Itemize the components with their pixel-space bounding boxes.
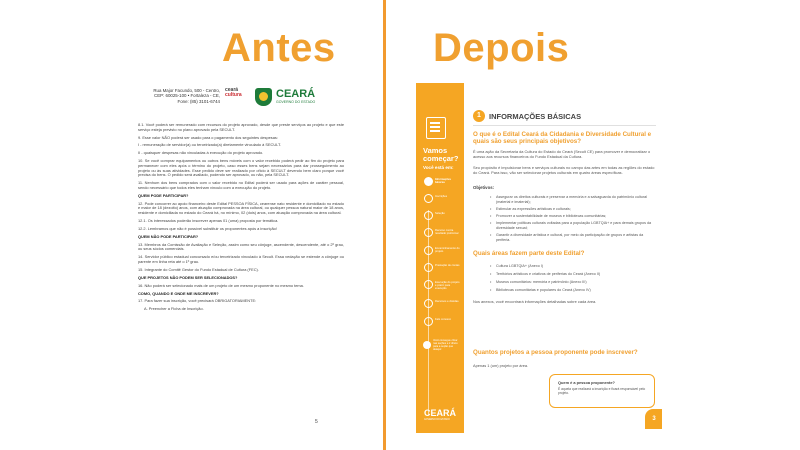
paragraph: Apenas 1 (um) projeto por área. [473, 363, 529, 368]
paragraph: 16. Não poderá ser selecionado mais de um projeto de um mesmo proponente no mesmo tema. [138, 282, 304, 288]
after-heading: Depois [433, 26, 570, 70]
navigation-sidebar [416, 83, 464, 433]
sidebar-item-label: Execução do projeto e prazo para execução [435, 280, 460, 290]
area-item: • Museus comunitários: memória e patrimônio (Anexo III) [496, 280, 654, 285]
step-dot-icon [424, 246, 433, 255]
sidebar-item-encaminhamento[interactable] [424, 246, 462, 256]
section-number-badge: 1 [473, 110, 485, 122]
paragraph: 8.1. Você poderá ser remunerado com recursos do projeto aprovado, desde que preste serviços ao projeto e que este serviço esteja previsto no plano aprovado pela SECULT. [138, 122, 344, 132]
ceara-logo: CEARÁ [424, 408, 457, 418]
sidebar-item-label: Informações básicas [435, 177, 451, 184]
sidebar-timeline [428, 210, 429, 415]
before-document-page [130, 85, 350, 430]
document-icon [426, 117, 446, 139]
paragraph: A. Preencher a Ficha de Inscrição. [144, 306, 204, 312]
objective-item: • Garantir a diversidade artística e cultural, por meio da participação de grupos e artistas da periferia. [496, 233, 654, 242]
objective-item: • Estimular as expressões artísticas e culturais; [496, 207, 654, 212]
step-dot-icon [424, 194, 433, 203]
sidebar-item-label: Recurso contra resultado preliminar [435, 228, 459, 235]
objective-item: • Promover a sustentabilidade de museus e bibliotecas comunitárias; [496, 214, 654, 219]
area-item: • Bibliotecas comunitárias e populares do Ceará (Anexo IV) [496, 288, 654, 293]
section-title: INFORMAÇÕES BÁSICAS [489, 112, 582, 121]
address-block [130, 88, 220, 104]
sidebar-item-label: Inscrições [435, 194, 448, 198]
objectives-title: Objetivos: [473, 185, 495, 190]
address-line: CEP: 60025-100 • Fortaleza - CE, [154, 93, 220, 99]
before-heading: Antes [222, 26, 336, 70]
objective-item: • Assegurar os direitos culturais e preservar a memória e a salvaguarda do patrimônio cultural (material e imaterial); [496, 195, 654, 204]
step-dot-icon [424, 317, 433, 326]
paragraph: 15. Integrante do Comitê Gestor do Fundo Estadual de Cultura (FEC). [138, 266, 259, 272]
paragraph: 13. Membros da Comissão de Avaliação e Seleção, assim como seu cônjuge, ascendente, descendente, até o 2º grau, ou seus sócios comerciais. [138, 241, 344, 252]
hand-pointer-icon [423, 341, 431, 349]
sidebar-item-label: Seleção [435, 211, 445, 215]
question-heading: Quantos projetos a pessoa proponente pode inscrever? [473, 349, 638, 356]
sidebar-item-execucao[interactable] [424, 280, 462, 290]
sidebar-item-prestacao[interactable] [424, 263, 462, 273]
sidebar-subtitle: Você está em: [423, 165, 454, 170]
sidebar-item-label: Prestação de contas [435, 263, 460, 267]
page-number: 5 [315, 419, 318, 425]
ceara-cultura-logo: ceará cultura [225, 87, 242, 98]
section-divider [473, 125, 656, 126]
paragraph: 17. Para fazer sua inscrição, você precisará OBRIGATORIAMENTE: [138, 298, 257, 304]
step-dot-icon [424, 228, 433, 237]
paragraph: É uma ação da Secretaria da Cultura do Estado do Ceará (Secult CE) para promover e democratizar o acesso aos recursos financeiros do Fundo Estadual da Cultura. [473, 149, 651, 159]
document-body [138, 123, 344, 315]
government-logo: CEARÁ GOVERNO DO ESTADO [276, 88, 316, 104]
page-number: 3 [645, 409, 662, 429]
address-line: Fone: (85) 3101-6744 [177, 98, 220, 104]
question-heading: O que é o Edital Ceará da Cidadania e Diversidade Cultural e quais são seus principais objetivos? [473, 131, 652, 146]
area-item: • Cultura LGBTQIA+ (Anexo I) [496, 264, 654, 269]
paragraph: Nos anexos, você encontrará informações detalhadas sobre cada área. [473, 299, 597, 304]
paragraph: 12.1. Os interessados poderão inscrever apenas 01 (uma) proposta por temática. [138, 218, 279, 224]
sidebar-item-fale-conosco[interactable] [424, 317, 462, 327]
paragraph: 11. Nenhum dos bens comprados com o valor recebido no Edital poderá ser usado para ações de caráter pessoal, sendo necessário que todos eles tenham vínculo com a execução do projeto. [138, 180, 344, 190]
callout-title: Quem é a pessoa proponente? [558, 380, 615, 385]
section-question: QUEM PODE PARTICIPAR? [138, 192, 189, 198]
sidebar-item-selecao[interactable] [424, 211, 462, 221]
info-callout [549, 374, 655, 408]
sidebar-item-recurso[interactable] [424, 228, 462, 238]
section-question: QUEM NÃO PODE PARTICIPAR? [138, 233, 199, 239]
after-document-page [416, 83, 662, 433]
step-dot-icon [424, 280, 433, 289]
area-item: • Territórios artísticos e criativos de periferias do Ceará (Anexo II) [496, 272, 654, 277]
section-question: QUE PROJETOS NÃO PODEM SER SELECIONADOS? [138, 274, 238, 280]
step-dot-icon [424, 263, 433, 272]
paragraph: Seu propósito é impulsionar bens e serviços culturais no campo das artes em todas as regiões do estado do Ceará. Para isso, vão ser selecionar projetos culturais em quatro áreas específicas. [473, 165, 655, 175]
step-dot-icon [424, 299, 433, 308]
address-line: Rua Major Facundo, 500 - Centro, [153, 88, 220, 93]
paragraph: 12. Pode concorrer ao apoio financeiro deste Edital PESSOA FÍSICA, cearense nato residente e domiciliado no estado e maior de 18 (dezoito) anos, com atuação comprovada na área cultural, ou qualquer pessoa natural maior de 18 anos, residente e domiciliada no estado do Ceará há, no mínimo, 02 (dois) anos, com atuação comprovada na área cultural. [138, 200, 344, 216]
section-question: COMO, QUANDO E ONDE ME INSCREVER? [138, 290, 219, 296]
sidebar-item-inscricoes[interactable] [424, 194, 462, 204]
sidebar-item-recursos-duvidas[interactable] [424, 299, 462, 309]
paragraph: I - remuneração de servidor(a) ou terceirizado(a) diretamente vinculado à SECULT. [138, 142, 282, 148]
paragraph: 14. Servidor público estadual concursado e/ou terceirizado vinculado à Secult. Essa vedação se estende a cônjuge ou parente em linha reta até o 1º grau. [138, 254, 344, 265]
sidebar-title: Vamos começar? [423, 146, 459, 163]
paragraph: 12.2. Lembramos que não é possível substituir os proponentes após a inscrição! [138, 225, 277, 231]
ceara-logo-subtitle: GOVERNO DO ESTADO [424, 419, 450, 421]
paragraph: 10. Se você comprar equipamentos ou outros bens móveis com o valor recebido poderá pedir ao fim do projeto para permanecer com eles após o término do projeto, caso esses bens sejam necessários para dar prosseguimento ao projeto ou às suas atividades. Esse pedido deve ser realizado por ofício à SECULT devendo bem claro porque você precisa do bens. O pedido será avaliado, podendo ser aprovado, ou não, pela SECULT. [138, 158, 344, 178]
step-dot-icon [424, 177, 433, 186]
paragraph: II - quaisquer despesas não vinculadas à execução do projeto aprovado. [138, 150, 264, 156]
sidebar-item-label: Encaminhamento do projeto [435, 246, 460, 253]
objective-item: • Implementar políticas culturais voltadas para a população LGBTQIA+ e para demais grupos da diversidade sexual; [496, 221, 654, 230]
sidebar-tip: Você consegue clicar nas seções e ir direto para a seção que deseja! [433, 339, 458, 351]
sidebar-item-label: Fale conosco [435, 317, 451, 321]
question-heading: Quais áreas fazem parte deste Edital? [473, 250, 585, 257]
sidebar-item-label: Recursos e dúvidas [435, 299, 459, 303]
paragraph: 9. Esse valor NÃO poderá ser usado para o pagamento dos seguintes despesas: [138, 134, 278, 140]
callout-body: É aquela que realizará a inscrição e ficará responsável pelo projeto. [558, 387, 646, 396]
sidebar-item-informacoes-basicas[interactable] [424, 177, 462, 187]
divider-line [383, 0, 386, 450]
state-seal-icon [255, 88, 272, 106]
step-dot-icon [424, 211, 433, 220]
